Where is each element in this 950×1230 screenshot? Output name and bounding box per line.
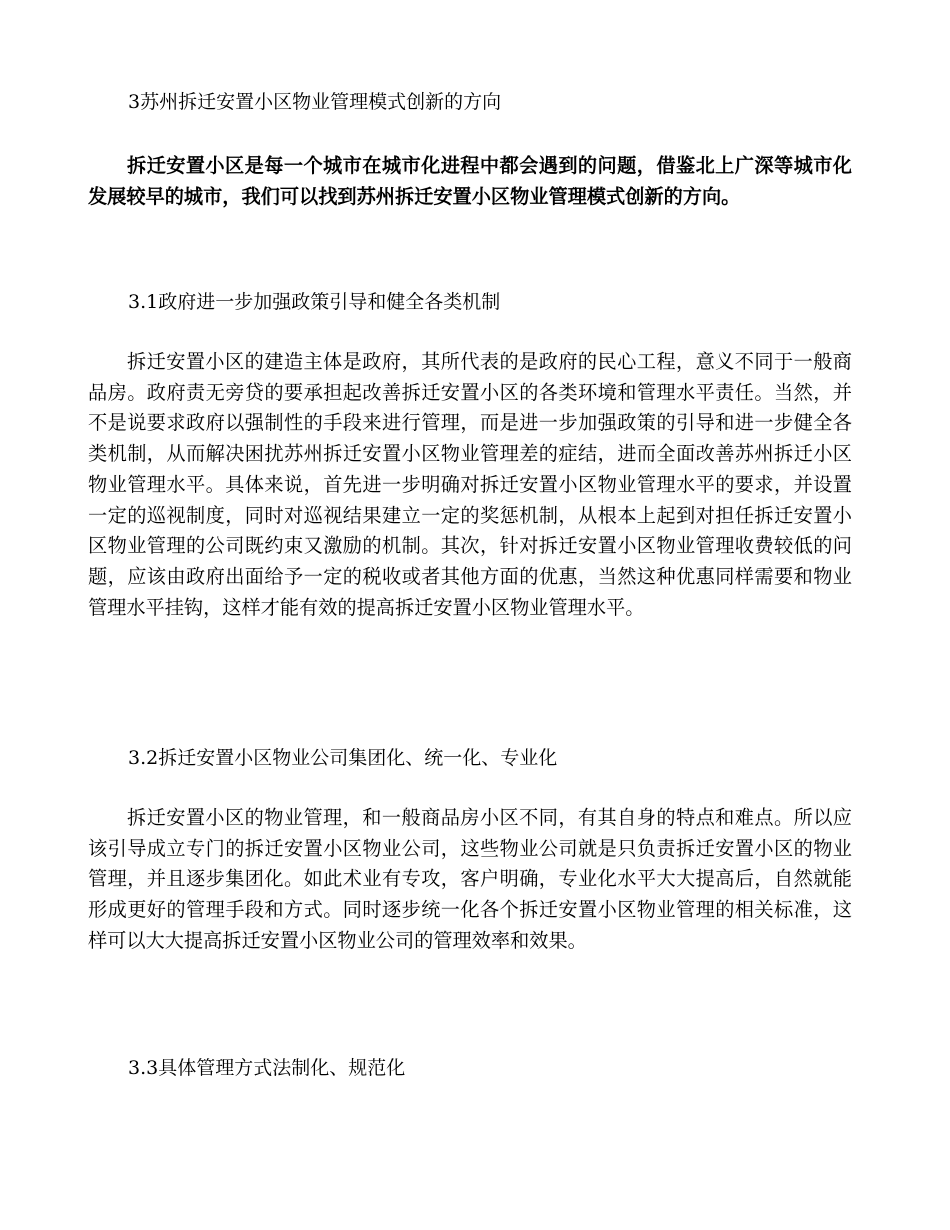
section-3-1-heading: 3.1政府进一步加强政策引导和健全各类机制 [128, 291, 501, 313]
section-3-1-paragraph: 拆迁安置小区的建造主体是政府，其所代表的是政府的民心工程，意义不同于一般商品房。政府责无旁贷的要承担起改善拆迁安置小区的各类环境和管理水平责任。当然，并不是说要求政府以强制性的手段来进行管理，而是进一步加强政策的引导和进一步健全各类机制，从而解决困扰苏州拆迁安置小区物业管理差的症结，进而全面改善苏州拆迁小区物业管理水平。具体来说，首先进一步明确对拆迁安置小区物业管理水平的要求，并设置一定的巡视制度，同时对巡视结果建立一定的奖惩机制，从根本上起到对担任拆迁安置小区物业管理的公司既约束又激励的机制。其次，针对拆迁安置小区物业管理收费较低的问题，应该由政府出面给予一定的税收或者其他方面的优惠，当然这种优惠同样需要和物业管理水平挂钩，这样才能有效的提高拆迁安置小区物业管理水平。 [88, 350, 852, 619]
section-3-2-heading: 3.2拆迁安置小区物业公司集团化、统一化、专业化 [128, 747, 558, 769]
section-3-3-heading: 3.3具体管理方式法制化、规范化 [128, 1057, 406, 1079]
section-3-heading: 3苏州拆迁安置小区物业管理模式创新的方向 [128, 91, 502, 113]
section-3-2-paragraph: 拆迁安置小区的物业管理，和一般商品房小区不同，有其自身的特点和难点。所以应该引导成立专门的拆迁安置小区物业公司，这些物业公司就是只负责拆迁安置小区的物业管理，并且逐步集团化。如此术业有专攻，客户明确，专业化水平大大提高后，自然就能形成更好的管理手段和方式。同时逐步统一化各个拆迁安置小区物业管理的相关标准，这样可以大大提高拆迁安置小区物业公司的管理效率和效果。 [88, 806, 852, 952]
intro-paragraph: 拆迁安置小区是每一个城市在城市化进程中都会遇到的问题，借鉴北上广深等城市化发展较早的城市，我们可以找到苏州拆迁安置小区物业管理模式创新的方向。 [88, 154, 852, 208]
